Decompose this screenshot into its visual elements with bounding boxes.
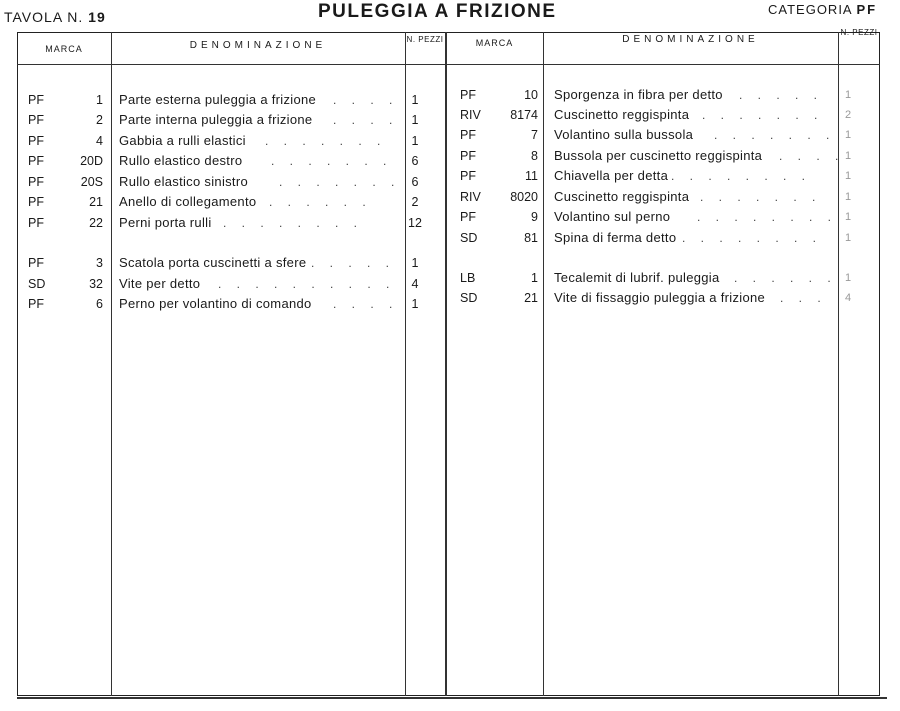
- col-header-marca-right: MARCA: [475, 38, 514, 48]
- tavola-label: [4, 9, 106, 25]
- marca-code: RIV: [460, 190, 481, 204]
- piece-count: 1: [844, 211, 852, 223]
- part-number: 81: [524, 231, 538, 245]
- piece-count: 1: [844, 272, 852, 284]
- part-number: 21: [524, 291, 538, 305]
- leader-dots: . . . .: [333, 297, 399, 311]
- categoria-label: [768, 2, 877, 17]
- tavola-number: 19: [88, 9, 106, 25]
- leader-dots: . . . . . .: [269, 195, 372, 209]
- tavola-label-text: TAVOLA N.: [4, 9, 84, 25]
- col-header-denominazione-left: DENOMINAZIONE: [189, 40, 327, 51]
- col-header-denominazione-right: DENOMINAZIONE: [622, 34, 759, 45]
- piece-count: 1: [411, 113, 419, 127]
- marca-code: PF: [28, 175, 44, 189]
- leader-dots: . . . . . . .: [700, 190, 822, 204]
- part-number: 20D: [80, 154, 103, 168]
- part-description: Bussola per cuscinetto reggispinta: [554, 148, 763, 163]
- leader-dots: . . . . . . . . . .: [218, 277, 396, 291]
- page-title: PULEGGIA A FRIZIONE: [318, 1, 557, 22]
- piece-count: 1: [844, 170, 852, 182]
- marca-code: PF: [28, 195, 44, 209]
- right-table-row: [0, 85, 900, 105]
- part-description: Volantino sul perno: [554, 209, 671, 224]
- part-description: Rullo elastico sinistro: [119, 174, 249, 189]
- piece-count: 1: [844, 150, 852, 162]
- leader-dots: . . . . . . . .: [223, 216, 364, 230]
- right-table-row: [0, 125, 900, 145]
- categoria-value: PF: [856, 2, 878, 17]
- part-number: 11: [525, 169, 538, 183]
- right-table-row: [0, 105, 900, 125]
- piece-count: 1: [411, 134, 419, 148]
- right-table-row: [0, 288, 900, 308]
- marca-code: SD: [28, 277, 46, 291]
- marca-code: SD: [460, 291, 478, 305]
- piece-count: 4: [411, 277, 419, 291]
- part-number: 9: [531, 210, 538, 224]
- marca-code: PF: [460, 149, 476, 163]
- piece-count: 1: [844, 191, 852, 203]
- right-table-row: [0, 228, 900, 248]
- leader-dots: . . . . .: [311, 256, 396, 270]
- marca-code: PF: [28, 216, 44, 230]
- piece-count: 1: [411, 93, 419, 107]
- marca-code: LB: [460, 271, 476, 285]
- piece-count: 1: [844, 232, 852, 244]
- piece-count: 1: [411, 297, 419, 311]
- leader-dots: . . . .: [333, 93, 399, 107]
- piece-count: 1: [844, 129, 852, 141]
- leader-dots: . . . . . .: [734, 271, 837, 285]
- part-number: 1: [531, 271, 538, 285]
- part-description: Spina di ferma detto: [554, 230, 677, 245]
- leader-dots: . . . . . . .: [702, 108, 824, 122]
- marca-code: PF: [28, 256, 44, 270]
- col-header-npezzi-right: N. PEZZI: [840, 28, 878, 37]
- piece-count: 4: [844, 292, 852, 304]
- right-table-row: [0, 187, 900, 207]
- part-number: 8: [531, 149, 538, 163]
- marca-code: PF: [28, 93, 44, 107]
- leader-dots: . . . . . . . .: [682, 231, 823, 245]
- part-description: Parte esterna puleggia a frizione: [119, 92, 317, 107]
- piece-count: 12: [408, 216, 422, 230]
- leader-dots: . . . . . . .: [265, 134, 387, 148]
- leader-dots: . . . .: [779, 149, 845, 163]
- right-table-row: [0, 268, 900, 288]
- part-description: Vite per detto: [119, 276, 201, 291]
- part-number: 1: [96, 93, 103, 107]
- marca-code: PF: [460, 169, 476, 183]
- part-number: 6: [96, 297, 103, 311]
- part-number: 22: [89, 216, 103, 230]
- part-description: Tecalemit di lubrif. puleggia: [554, 270, 720, 285]
- piece-count: 1: [844, 89, 852, 101]
- part-description: Vite di fissaggio puleggia a frizione: [554, 290, 766, 305]
- piece-count: 6: [411, 154, 419, 168]
- part-number: 10: [524, 88, 538, 102]
- leader-dots: . . . . . . .: [271, 154, 393, 168]
- piece-count: 6: [411, 175, 419, 189]
- right-table-row: [0, 146, 900, 166]
- marca-code: PF: [28, 297, 44, 311]
- part-description: Cuscinetto reggispinta: [554, 189, 690, 204]
- leader-dots: . . . . . . .: [279, 175, 401, 189]
- part-description: Chiavella per detta: [554, 168, 669, 183]
- part-description: Perno per volantino di comando: [119, 296, 312, 311]
- col-header-npezzi-left: N. PEZZI: [406, 35, 444, 44]
- part-description: Volantino sulla bussola: [554, 127, 694, 142]
- right-table-row: [0, 166, 900, 186]
- marca-code: PF: [460, 128, 476, 142]
- leader-dots: . . . . .: [739, 88, 824, 102]
- part-description: Scatola porta cuscinetti a sfere: [119, 255, 307, 270]
- part-description: Rullo elastico destro: [119, 153, 243, 168]
- part-number: 7: [531, 128, 538, 142]
- marca-code: PF: [460, 210, 476, 224]
- leader-dots: . . . . . . .: [714, 128, 836, 142]
- part-number: 2: [96, 113, 103, 127]
- leader-dots: . . . .: [333, 113, 399, 127]
- part-description: Perni porta rulli: [119, 215, 212, 230]
- col-header-marca-left: MARCA: [45, 44, 83, 54]
- part-number: 32: [89, 277, 103, 291]
- part-description: Sporgenza in fibra per detto: [554, 87, 723, 102]
- marca-code: SD: [460, 231, 478, 245]
- part-description: Gabbia a rulli elastici: [119, 133, 246, 148]
- marca-code: PF: [460, 88, 476, 102]
- part-number: 20S: [80, 175, 103, 189]
- leader-dots: . . . . . . . .: [697, 210, 838, 224]
- piece-count: 2: [844, 109, 852, 121]
- piece-count: 1: [411, 256, 419, 270]
- part-description: Parte interna puleggia a frizione: [119, 112, 313, 127]
- part-number: 3: [96, 256, 103, 270]
- header-divider: [17, 64, 880, 65]
- part-number: 4: [96, 134, 103, 148]
- piece-count: 2: [411, 195, 419, 209]
- marca-code: PF: [28, 154, 44, 168]
- leader-dots: . . .: [780, 291, 827, 305]
- marca-code: RIV: [460, 108, 481, 122]
- part-number: 21: [89, 195, 103, 209]
- part-number: 8174: [510, 108, 538, 122]
- part-number: 8020: [510, 190, 538, 204]
- categoria-label-text: CATEGORIA: [768, 2, 852, 17]
- part-description: Cuscinetto reggispinta: [554, 107, 690, 122]
- part-description: Anello di collegamento: [119, 194, 257, 209]
- leader-dots: . . . . . . . .: [671, 169, 812, 183]
- table-bottom-rule: [17, 697, 887, 699]
- marca-code: PF: [28, 134, 44, 148]
- right-table-row: [0, 207, 900, 227]
- marca-code: PF: [28, 113, 44, 127]
